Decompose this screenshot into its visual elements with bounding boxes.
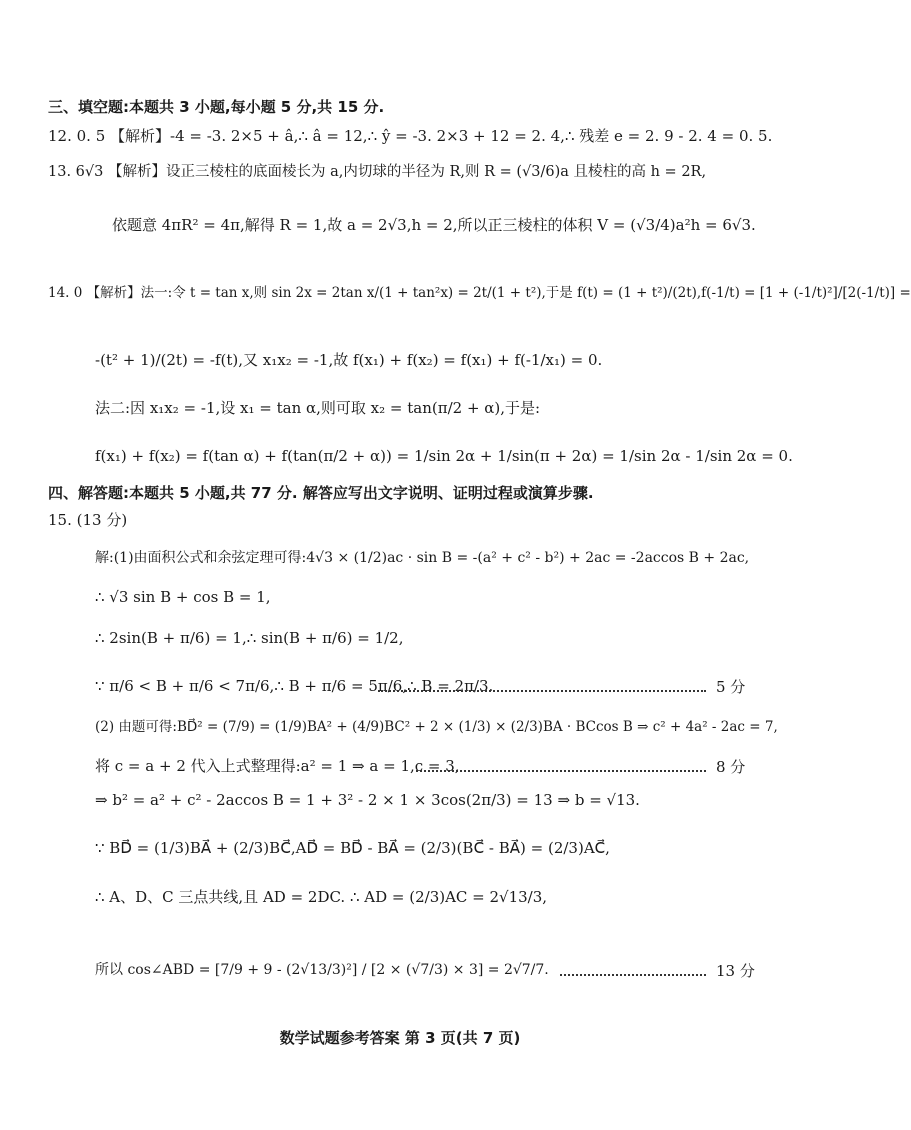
q15-step3: ∴ 2sin(B + π/6) = 1,∴ sin(B + π/6) = 1/2, [95, 629, 404, 647]
q14-line4: f(x₁) + f(x₂) = f(tan α) + f(tan(π/2 + α)) = 1/sin 2α + 1/sin(π + 2α) = 1/sin 2α - 1/sin 2α = 0. [95, 447, 793, 465]
q15-step5: (2) 由题可得:BD⃗² = (7/9) = (1/9)BA² + (4/9)BC² + 2 × (1/3) × (2/3)BA · BCcos B ⇒ c² + 4a² - 2ac = 7, [95, 719, 778, 735]
q14-line1: 14. 0 【解析】法一:令 t = tan x,则 sin 2x = 2tan x/(1 + tan²x) = 2t/(1 + t²),于是 f(t) = (1 + t²)/(2t),f(-1/t) = [1 + (-1/t)²]/[2(-1/t)] = [48, 285, 911, 301]
q15-step7: ⇒ b² = a² + c² - 2accos B = 1 + 3² - 2 × 1 × 3cos(2π/3) = 13 ⇒ b = √13. [95, 791, 640, 809]
score-leader-dots [378, 690, 706, 692]
q15-step6: 将 c = a + 2 代入上式整理得:a² = 1 ⇒ a = 1,c = 3, [95, 757, 460, 775]
q14-line3: 法二:因 x₁x₂ = -1,设 x₁ = tan α,则可取 x₂ = tan(π/2 + α),于是: [95, 399, 541, 417]
q13-line1: 13. 6√3 【解析】设正三棱柱的底面棱长为 a,内切球的半径为 R,则 R = (√3/6)a 且棱柱的高 h = 2R, [48, 164, 707, 180]
q14-line2: -(t² + 1)/(2t) = -f(t),又 x₁x₂ = -1,故 f(x₁) + f(x₂) = f(x₁) + f(-1/x₁) = 0. [95, 351, 603, 369]
score-8: 8 分 [716, 758, 746, 776]
section4-heading: 四、解答题:本题共 5 小题,共 77 分. 解答应写出文字说明、证明过程或演算步骤. [48, 484, 594, 502]
section3-heading: 三、填空题:本题共 3 小题,每小题 5 分,共 15 分. [48, 98, 385, 116]
q13-line2: 依题意 4πR² = 4π,解得 R = 1,故 a = 2√3,h = 2,所以正三棱柱的体积 V = (√3/4)a²h = 6√3. [112, 216, 756, 234]
q15-step2: ∴ √3 sin B + cos B = 1, [95, 588, 271, 606]
q12-answer: 12. 0. 5 【解析】-4 = -3. 2×5 + â,∴ â = 12,∴ ŷ = -3. 2×3 + 12 = 2. 4,∴ 残差 e = 2. 9 - 2. 4 = 0. 5. [48, 127, 773, 145]
q15-title: 15. (13 分) [48, 511, 128, 529]
page-footer: 数学试题参考答案 第 3 页(共 7 页) [279, 1029, 521, 1047]
q15-step10: 所以 cos∠ABD = [7/9 + 9 - (2√13/3)²] / [2 × (√7/3) × 3] = 2√7/7. [95, 962, 549, 978]
score-leader-dots [416, 770, 706, 772]
score-5: 5 分 [716, 678, 746, 696]
score-13: 13 分 [716, 962, 755, 980]
q15-step1: 解:(1)由面积公式和余弦定理可得:4√3 × (1/2)ac · sin B = -(a² + c² - b²) + 2ac = -2accos B + 2ac, [95, 550, 750, 566]
q15-step9: ∴ A、D、C 三点共线,且 AD = 2DC. ∴ AD = (2/3)AC = 2√13/3, [95, 888, 548, 906]
q15-step4: ∵ π/6 < B + π/6 < 7π/6,∴ B + π/6 = 5π/6,∴ B = 2π/3. [95, 677, 494, 695]
q15-step8: ∵ BD⃗ = (1/3)BA⃗ + (2/3)BC⃗,AD⃗ = BD⃗ - BA⃗ = (2/3)(BC⃗ - BA⃗) = (2/3)AC⃗, [95, 839, 610, 857]
score-leader-dots [560, 974, 706, 976]
